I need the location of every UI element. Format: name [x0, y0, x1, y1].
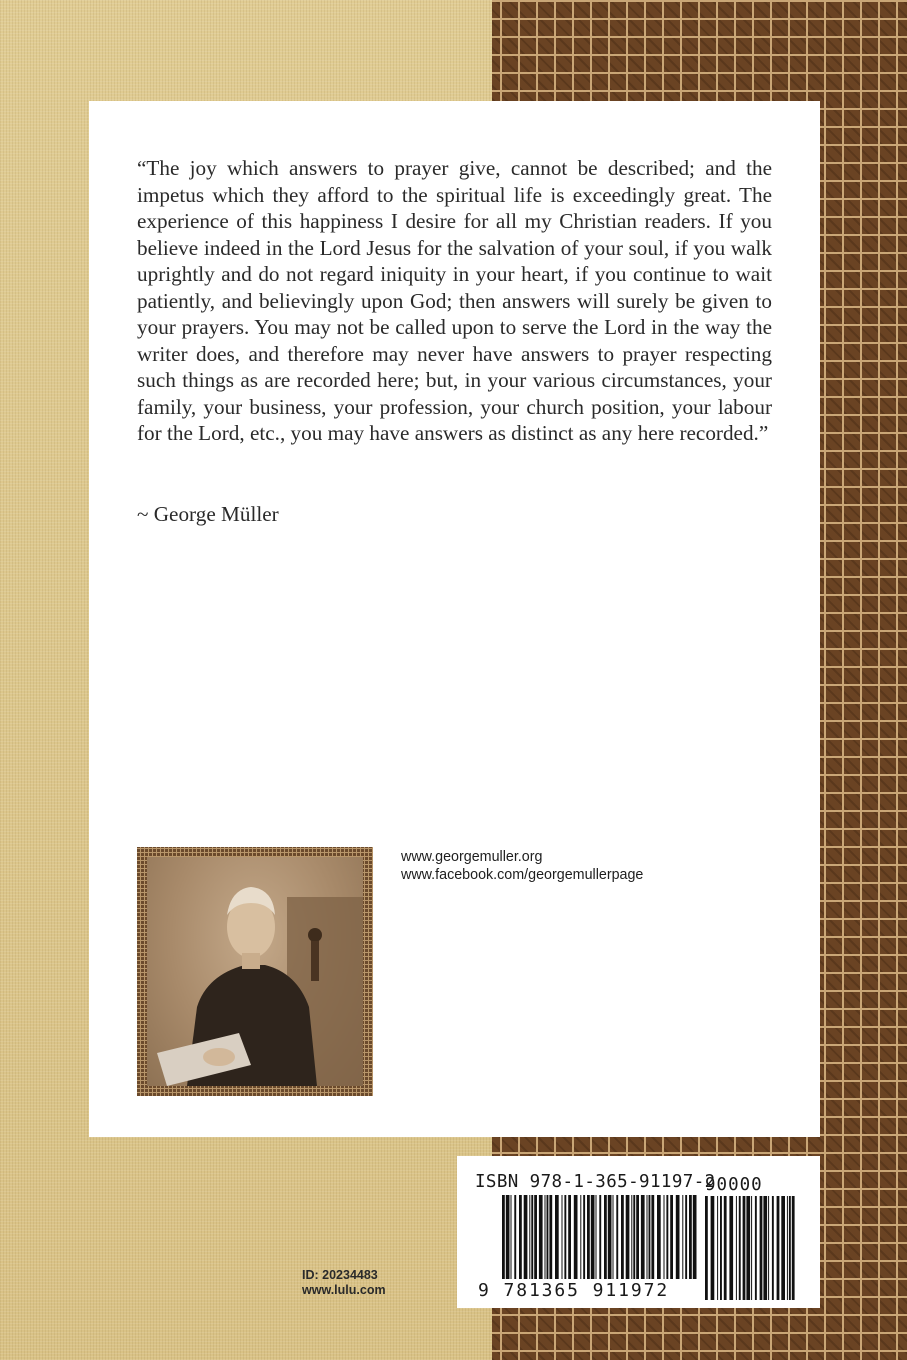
barcode-bar [751, 1196, 752, 1300]
barcode-bar [555, 1195, 559, 1279]
barcode-bar [649, 1195, 651, 1279]
barcode-bar [511, 1195, 512, 1279]
barcode-bar [631, 1195, 632, 1279]
barcode-bar [743, 1196, 746, 1300]
barcode-bar [736, 1196, 737, 1300]
barcode-bar [519, 1195, 522, 1279]
barcode-bar [514, 1195, 516, 1279]
barcode-bar [502, 1195, 505, 1279]
barcode-bar [772, 1196, 774, 1300]
barcode-bar [596, 1195, 597, 1279]
barcode-bar [792, 1196, 795, 1300]
barcode-bar [545, 1195, 546, 1279]
barcode-bar [591, 1195, 595, 1279]
barcode-bar [587, 1195, 590, 1279]
barcode-bar [717, 1196, 718, 1300]
barcode-bar [599, 1195, 601, 1279]
barcode-bar [506, 1195, 510, 1279]
barcode-bar [746, 1196, 750, 1300]
publisher-info [302, 1268, 386, 1298]
barcode-bar [608, 1195, 612, 1279]
portrait-frame [137, 847, 373, 1096]
barcode-bar [657, 1195, 661, 1279]
barcode-bar [531, 1195, 533, 1279]
barcode-bar [549, 1195, 552, 1279]
addon-barcode-bars [705, 1196, 798, 1300]
barcode-bar [568, 1195, 571, 1279]
barcode-bar [666, 1195, 668, 1279]
barcode-bar [621, 1195, 624, 1279]
barcode-bar [685, 1195, 687, 1279]
price-code: 90000 [705, 1175, 763, 1195]
barcode-bar [760, 1196, 763, 1300]
barcode-bar [768, 1196, 769, 1300]
barcode-bar [781, 1196, 785, 1300]
author-links [401, 848, 643, 884]
barcode-bar [604, 1195, 607, 1279]
isbn-label: ISBN 978-1-365-91197-2 [475, 1172, 716, 1192]
facebook-link[interactable]: www.facebook.com/georgemullerpage [401, 867, 644, 883]
barcode-bar [580, 1195, 581, 1279]
barcode-bar [534, 1195, 537, 1279]
portrait-illustration [147, 857, 363, 1086]
barcode-bar [763, 1196, 767, 1300]
ean-digits: 9 781365 911972 [478, 1280, 670, 1301]
barcode-bar [633, 1195, 635, 1279]
barcode-bar [647, 1195, 648, 1279]
barcode-bar [651, 1195, 654, 1279]
barcode-bar [616, 1195, 618, 1279]
barcode-bar [689, 1195, 692, 1279]
barcode-bar [636, 1195, 639, 1279]
barcode-bar [664, 1195, 665, 1279]
barcode-bar [641, 1195, 645, 1279]
barcode-bar [583, 1195, 585, 1279]
website-link[interactable]: www.georgemuller.org [401, 849, 543, 865]
barcode-bar [529, 1195, 530, 1279]
barcode-bar [729, 1196, 733, 1300]
barcode-bar [711, 1196, 715, 1300]
barcode-bar [574, 1195, 578, 1279]
barcode-bar [739, 1196, 741, 1300]
ean-barcode-bars [502, 1195, 698, 1279]
barcode-bar [524, 1195, 528, 1279]
author-portrait [147, 857, 363, 1086]
barcode-bar [547, 1195, 549, 1279]
publisher-id: ID: 20234483 [302, 1268, 378, 1282]
barcode-bar [562, 1195, 563, 1279]
barcode-bar [693, 1195, 697, 1279]
barcode-bar [755, 1196, 757, 1300]
barcode-bar [564, 1195, 566, 1279]
barcode-bar [724, 1196, 727, 1300]
barcode-bar [613, 1195, 614, 1279]
barcode-bar [676, 1195, 680, 1279]
barcode-bar [705, 1196, 708, 1300]
barcode-bar [670, 1195, 673, 1279]
barcode-bar [682, 1195, 683, 1279]
barcode-bar [539, 1195, 543, 1279]
publisher-site: www.lulu.com [302, 1283, 386, 1297]
barcode-bar [787, 1196, 788, 1300]
barcode-bar [777, 1196, 780, 1300]
barcode-bar [789, 1196, 791, 1300]
quote-attribution: ~ George Müller [137, 502, 279, 526]
barcode-bar [626, 1195, 630, 1279]
back-cover-quote: “The joy which answers to prayer give, cannot be described; and the impetus which they afford to the spiritual life is exceedingly great. The experience of this happiness I desire for all my Christian readers. If you believe indeed in the Lord Jesus for the salvation of your soul, if you walk uprightly and do not regard iniquity in your heart, if you continue to wait patiently, and believingly upon God; then answers will surely be given to your prayers. You may not be called upon to serve the Lord in the way the writer does, and therefore may never have answers to prayer respecting such things as are recorded here; but, in your various circumstances, your family, your business, your profession, your church position, your labour for the Lord, etc., you may have answers as distinct as any here recorded.” [137, 156, 772, 445]
barcode-bar [720, 1196, 722, 1300]
